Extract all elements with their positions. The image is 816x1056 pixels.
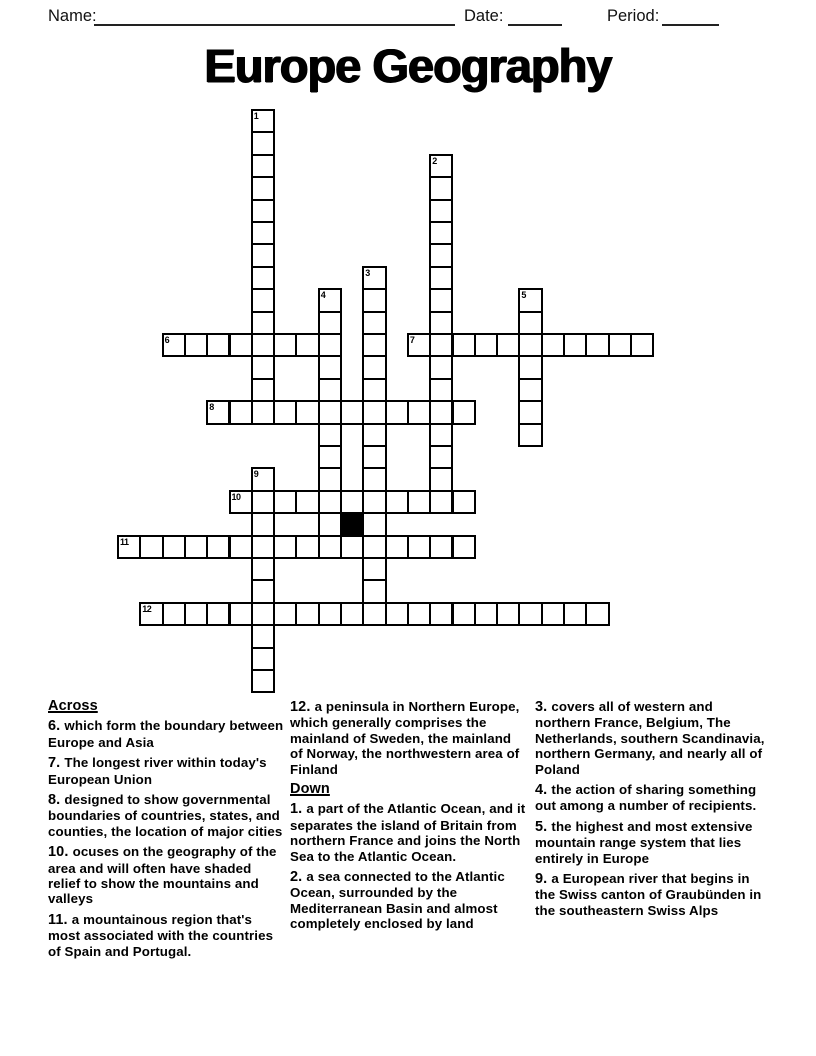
- cell-number: 4: [320, 290, 326, 301]
- crossword-cell[interactable]: [273, 535, 297, 559]
- crossword-cell[interactable]: [251, 512, 275, 536]
- worksheet-title: Europe Geography: [204, 39, 612, 92]
- crossword-cell[interactable]: [318, 333, 342, 357]
- crossword-cell[interactable]: [318, 602, 342, 626]
- clue-number: 5.: [535, 818, 552, 835]
- crossword-cell[interactable]: [429, 154, 453, 178]
- crossword-cell[interactable]: [318, 400, 342, 424]
- crossword-cell[interactable]: [429, 333, 453, 357]
- crossword-cell[interactable]: [429, 311, 453, 335]
- crossword-cell[interactable]: [206, 535, 230, 559]
- crossword-cell[interactable]: [563, 333, 587, 357]
- cell-number: 3: [365, 267, 370, 278]
- crossword-cell[interactable]: [362, 445, 386, 469]
- crossword-cell[interactable]: [162, 535, 186, 559]
- crossword-cell[interactable]: [407, 490, 431, 514]
- crossword-cell[interactable]: [206, 602, 230, 626]
- crossword-cell[interactable]: [362, 423, 386, 447]
- crossword-cell[interactable]: [251, 535, 275, 559]
- crossword-cell[interactable]: [251, 243, 275, 267]
- crossword-cell[interactable]: [362, 535, 386, 559]
- crossword-cell[interactable]: [385, 490, 409, 514]
- cell-number: 7: [409, 335, 415, 345]
- crossword-cell[interactable]: [518, 423, 542, 447]
- crossword-cell[interactable]: [251, 109, 275, 133]
- clue-down-5: 5. the highest and most extensive mountain range system that lies entirely in Europe: [535, 818, 753, 866]
- crossword-cell[interactable]: [184, 535, 208, 559]
- clue-across-11: 11. a mountainous region that's most associated with the countries of Spain and Portugal.: [48, 911, 274, 959]
- crossword-cell[interactable]: [429, 288, 453, 312]
- crossword-cell[interactable]: [229, 400, 253, 424]
- crossword-cell[interactable]: [452, 535, 476, 559]
- clue-number: 2.: [290, 869, 307, 886]
- crossword-cell[interactable]: [251, 199, 275, 223]
- crossword-cell[interactable]: [362, 266, 386, 290]
- crossword-cell[interactable]: [429, 400, 453, 424]
- crossword-cell[interactable]: [407, 400, 431, 424]
- clue-across-10: 10. ocuses on the geography of the area and will often have shaded relief to show the mountains and valleys: [48, 844, 277, 907]
- clue-across-7: 7. The longest river within today's European Union: [48, 755, 267, 787]
- crossword-cell[interactable]: [273, 400, 297, 424]
- clue-number: 11.: [48, 911, 72, 928]
- crossword-cell[interactable]: [452, 333, 476, 357]
- cell-number: 11: [120, 536, 129, 547]
- clue-across-8: 8. designed to show governmental boundaries of countries, states, and counties, the location of major cities: [48, 792, 283, 839]
- crossword-cell[interactable]: [184, 333, 208, 357]
- crossword-cell[interactable]: [452, 602, 476, 626]
- crossword-cell-black: [340, 512, 364, 536]
- crossword-cell[interactable]: [429, 199, 453, 223]
- across-header: Across: [48, 698, 98, 714]
- crossword-cell[interactable]: [251, 333, 275, 357]
- date-label: Date:: [464, 7, 504, 25]
- crossword-cell[interactable]: [429, 490, 453, 514]
- crossword-cell[interactable]: [385, 400, 409, 424]
- crossword-cell[interactable]: [362, 557, 386, 581]
- crossword-cell[interactable]: [362, 512, 386, 536]
- crossword-cell[interactable]: [385, 602, 409, 626]
- crossword-cell[interactable]: [518, 311, 542, 335]
- cell-number: 9: [253, 469, 259, 480]
- clue-number: 6.: [48, 718, 65, 735]
- crossword-cell[interactable]: [630, 333, 654, 357]
- crossword-cell[interactable]: [206, 400, 230, 424]
- cell-number: 10: [231, 491, 241, 502]
- crossword-cell[interactable]: [295, 400, 319, 424]
- clue-number: 12.: [290, 699, 315, 715]
- crossword-cell[interactable]: [518, 355, 542, 379]
- crossword-cell[interactable]: [229, 602, 253, 626]
- crossword-cell[interactable]: [541, 602, 565, 626]
- crossword-cell[interactable]: [362, 602, 386, 626]
- crossword-cell[interactable]: [429, 467, 453, 491]
- crossword-cell[interactable]: [251, 579, 275, 603]
- crossword-cell[interactable]: [295, 333, 319, 357]
- crossword-cell[interactable]: [452, 400, 476, 424]
- clues-column-3: [535, 699, 771, 923]
- crossword-cell[interactable]: [139, 602, 163, 626]
- crossword-cell[interactable]: [496, 333, 520, 357]
- crossword-cell[interactable]: [452, 490, 476, 514]
- crossword-cell[interactable]: [429, 445, 453, 469]
- crossword-cell[interactable]: [429, 176, 453, 200]
- clues-column-1: [48, 699, 284, 964]
- name-label: Name:: [48, 7, 97, 25]
- crossword-cell[interactable]: [429, 266, 453, 290]
- clue-down-4: 4. the action of sharing something out among a number of recipients.: [535, 782, 757, 814]
- crossword-cell[interactable]: [184, 602, 208, 626]
- crossword-cell[interactable]: [251, 311, 275, 335]
- crossword-cell[interactable]: [251, 400, 275, 424]
- crossword-cell[interactable]: [518, 333, 542, 357]
- cell-number: 8: [209, 402, 214, 413]
- crossword-cell[interactable]: [608, 333, 632, 357]
- cell-number: 12: [142, 603, 152, 614]
- crossword-cell[interactable]: [340, 400, 364, 424]
- crossword-cell[interactable]: [251, 490, 275, 514]
- crossword-cell[interactable]: [496, 602, 520, 626]
- crossword-cell[interactable]: [251, 154, 275, 178]
- clue-down-1: 1. a part of the Atlantic Ocean, and it separates the island of Britain from northern France and joins the North Sea to the Atlantic Ocean.: [290, 801, 526, 864]
- clue-number: 7.: [48, 755, 65, 772]
- crossword-cell[interactable]: [429, 423, 453, 447]
- crossword-cell[interactable]: [251, 669, 275, 693]
- clue-number: 1.: [290, 801, 307, 818]
- crossword-cell[interactable]: [318, 355, 342, 379]
- crossword-cell[interactable]: [429, 243, 453, 267]
- crossword-cell[interactable]: [362, 400, 386, 424]
- period-label: Period:: [607, 7, 660, 25]
- crossword-cell[interactable]: [518, 400, 542, 424]
- crossword-cell[interactable]: [362, 311, 386, 335]
- crossword-cell[interactable]: [362, 490, 386, 514]
- crossword-cell[interactable]: [251, 624, 275, 648]
- crossword-cell[interactable]: [340, 602, 364, 626]
- crossword-cell[interactable]: [340, 490, 364, 514]
- crossword-cell[interactable]: [318, 378, 342, 402]
- crossword-cell[interactable]: [318, 445, 342, 469]
- crossword-cell[interactable]: [340, 535, 364, 559]
- crossword-cell[interactable]: [251, 221, 275, 245]
- cell-number: 1: [253, 111, 259, 121]
- crossword-cell[interactable]: [429, 355, 453, 379]
- crossword-cell[interactable]: [139, 535, 163, 559]
- down-header: Down: [290, 781, 330, 798]
- crossword-cell[interactable]: [229, 490, 253, 514]
- crossword-cell[interactable]: [295, 490, 319, 514]
- crossword-cell[interactable]: [251, 557, 275, 581]
- crossword-cell[interactable]: [518, 378, 542, 402]
- crossword-cell[interactable]: [585, 602, 609, 626]
- crossword-cell[interactable]: [251, 288, 275, 312]
- clue-down-9: 9. a European river that begins in the Swiss canton of Graubünden in the southeastern Swiss Alps: [535, 871, 762, 918]
- crossword-cell[interactable]: [206, 333, 230, 357]
- crossword-cell[interactable]: [518, 288, 542, 312]
- clue-across-6: 6. which form the boundary between Europe and Asia: [48, 718, 284, 750]
- crossword-cell[interactable]: [318, 311, 342, 335]
- crossword-cell[interactable]: [541, 333, 565, 357]
- clue-number: 3.: [535, 699, 552, 715]
- clue-number: 10.: [48, 844, 73, 861]
- crossword-cell[interactable]: [273, 490, 297, 514]
- clue-number: 4.: [535, 782, 552, 799]
- crossword-cell[interactable]: [362, 467, 386, 491]
- crossword-cell[interactable]: [318, 423, 342, 447]
- crossword-cell[interactable]: [251, 355, 275, 379]
- crossword-cell[interactable]: [429, 602, 453, 626]
- crossword-cell[interactable]: [362, 288, 386, 312]
- crossword-cell[interactable]: [407, 333, 431, 357]
- cell-number: 6: [164, 335, 170, 345]
- crossword-cell[interactable]: [117, 535, 141, 559]
- crossword-cell[interactable]: [318, 288, 342, 312]
- crossword-cell[interactable]: [429, 221, 453, 245]
- crossword-cell[interactable]: [585, 333, 609, 357]
- crossword-cell[interactable]: [273, 602, 297, 626]
- crossword-cell[interactable]: [518, 602, 542, 626]
- crossword-cell[interactable]: [563, 602, 587, 626]
- crossword-cell[interactable]: [251, 467, 275, 491]
- crossword-cell[interactable]: [318, 535, 342, 559]
- clue-down-3: 3. covers all of western and northern France, Belgium, The Netherlands, southern Scandinavia, northern Germany, and nearly all of Poland: [535, 699, 765, 777]
- clue-number: 9.: [535, 871, 552, 888]
- crossword-cell[interactable]: [362, 333, 386, 357]
- crossword-cell[interactable]: [229, 333, 253, 357]
- crossword-cell[interactable]: [162, 333, 186, 357]
- crossword-cell[interactable]: [251, 647, 275, 671]
- crossword-cell[interactable]: [407, 535, 431, 559]
- cell-number: 2: [432, 155, 437, 166]
- crossword-cell[interactable]: [318, 467, 342, 491]
- crossword-cell[interactable]: [474, 602, 498, 626]
- crossword-cell[interactable]: [429, 378, 453, 402]
- cell-number: 5: [521, 290, 526, 301]
- crossword-cell[interactable]: [385, 535, 409, 559]
- crossword-cell[interactable]: [429, 535, 453, 559]
- crossword-cell[interactable]: [318, 490, 342, 514]
- crossword-cell[interactable]: [251, 378, 275, 402]
- crossword-cell[interactable]: [251, 602, 275, 626]
- clue-down-2: 2. a sea connected to the Atlantic Ocean, surrounded by the Mediterranean Basin and almost completely enclosed by land: [290, 869, 505, 932]
- crossword-cell[interactable]: [273, 333, 297, 357]
- crossword-cell[interactable]: [318, 512, 342, 536]
- crossword-cell[interactable]: [362, 378, 386, 402]
- crossword-cell[interactable]: [295, 535, 319, 559]
- crossword-cell[interactable]: [407, 602, 431, 626]
- crossword-cell[interactable]: [362, 579, 386, 603]
- clue-across-12: 12. a peninsula in Northern Europe, which generally comprises the mainland of Sweden, the mainland of Norway, the northwestern area of Finland: [290, 699, 520, 777]
- crossword-cell[interactable]: [474, 333, 498, 357]
- clues-column-2: [290, 699, 526, 937]
- crossword-cell[interactable]: [251, 176, 275, 200]
- crossword-cell[interactable]: [251, 131, 275, 155]
- clue-number: 8.: [48, 792, 65, 809]
- crossword-cell[interactable]: [229, 535, 253, 559]
- crossword-cell[interactable]: [362, 355, 386, 379]
- crossword-cell[interactable]: [295, 602, 319, 626]
- crossword-cell[interactable]: [162, 602, 186, 626]
- crossword-cell[interactable]: [251, 266, 275, 290]
